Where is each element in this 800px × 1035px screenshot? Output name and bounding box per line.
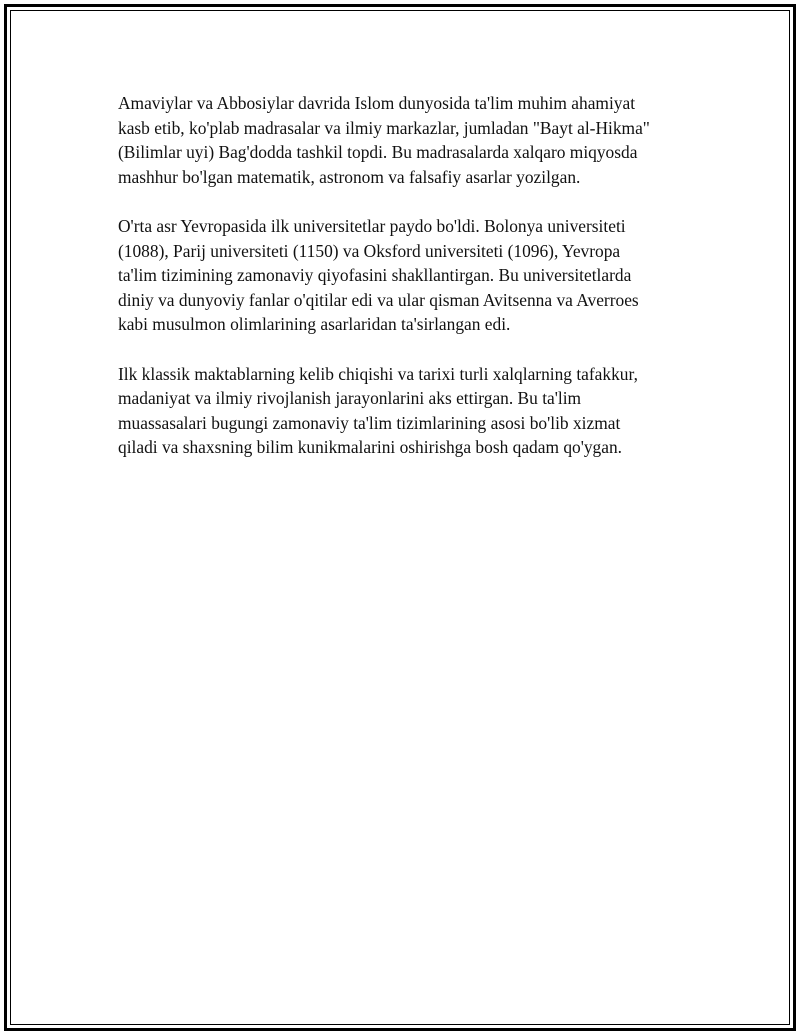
paragraph-line: (1088), Parij universiteti (1150) va Oksford universiteti (1096), Yevropa [118, 240, 621, 261]
paragraph-line: Ilk klassik maktablarning kelib chiqishi va tarixi turli xalqlarning tafakkur, [118, 363, 638, 384]
paragraph-line: (Bilimlar uyi) Bag'dodda tashkil topdi. Bu madrasalarda xalqaro miqyosda [118, 142, 638, 163]
paragraph-line: diniy va dunyoviy fanlar o'qitilar edi va ular qisman Avitsenna va Averroes [118, 289, 639, 310]
paragraph-line: ta'lim tizimining zamonaviy qiyofasini shakllantirgan. Bu universitetlarda [118, 265, 632, 286]
paragraph-line: qiladi va shaxsning bilim kunikmalarini oshirishga bosh qadam qo'ygan. [118, 437, 623, 458]
paragraph-line: muassasalari bugungi zamonaviy ta'lim tizimlarining asosi bo'lib xizmat [118, 412, 621, 433]
paragraph-line: madaniyat va ilmiy rivojlanish jarayonlarini aks ettirgan. Bu ta'lim [118, 388, 582, 409]
paragraph-3 [118, 362, 678, 460]
paragraph-2 [118, 214, 678, 337]
paragraph-line: O'rta asr Yevropasida ilk universitetlar paydo bo'ldi. Bolonya universiteti [118, 215, 626, 236]
document-body [118, 91, 678, 485]
paragraph-line: mashhur bo'lgan matematik, astronom va falsafiy asarlar yozilgan. [118, 166, 581, 187]
paragraph-1 [118, 91, 678, 189]
paragraph-line: kabi musulmon olimlarining asarlaridan ta'sirlangan edi. [118, 314, 511, 335]
paragraph-line: kasb etib, ko'plab madrasalar va ilmiy markazlar, jumladan "Bayt al-Hikma" [118, 117, 650, 138]
paragraph-line: Amaviylar va Abbosiylar davrida Islom dunyosida ta'lim muhim ahamiyat [118, 93, 636, 113]
